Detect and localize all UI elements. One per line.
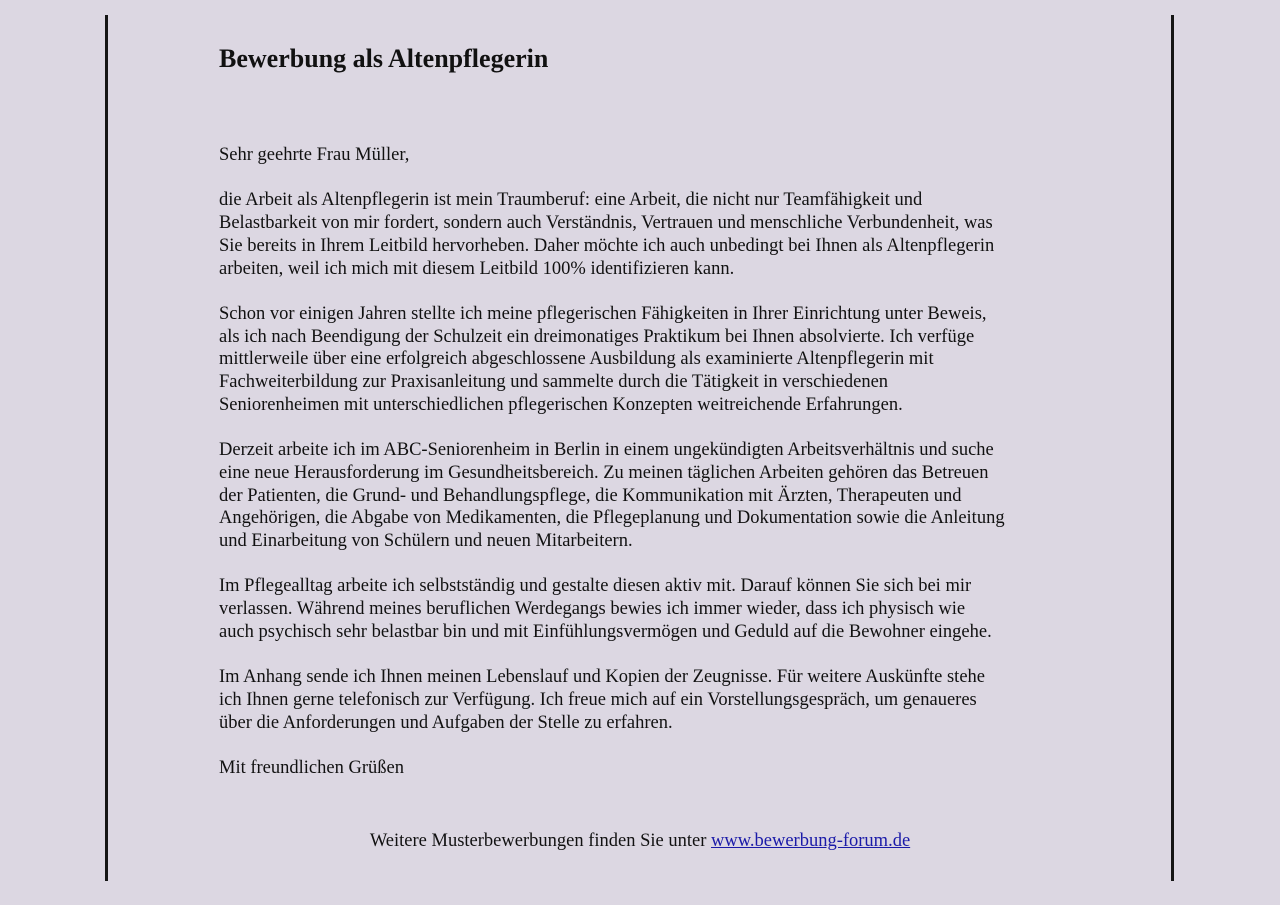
paragraph-line: Belastbarkeit von mir fordert, sondern auch Verständnis, Vertrauen und menschliche Verbundenheit, was [219,213,993,234]
paragraph-line: der Patienten, die Grund- und Behandlungspflege, die Kommunikation mit Ärzten, Therapeuten und [219,485,962,506]
footer-link[interactable]: www.bewerbung-forum.de [711,831,911,851]
paragraph-line: als ich nach Beendigung der Schulzeit ein dreimonatiges Praktikum bei Ihnen absolvierte. Ich verfüge [219,326,975,347]
right-margin-rule [1171,15,1174,881]
paragraph-line: eine neue Herausforderung im Gesundheitsbereich. Zu meinen täglichen Arbeiten gehören das Betreuen [219,462,989,483]
paragraph-line: die Arbeit als Altenpflegerin ist mein Traumberuf: eine Arbeit, die nicht nur Teamfähigkeit und [219,190,923,211]
paragraph-2 [219,303,1079,417]
paragraph-line: Fachweiterbildung zur Praxisanleitung und sammelte durch die Tätigkeit in verschiedenen [219,372,889,392]
salutation: Sehr geehrte Frau Müller, [219,145,410,165]
paragraph-line: Im Anhang sende ich Ihnen meinen Lebenslauf und Kopien der Zeugnisse. Für weitere Auskünfte stehe [219,667,985,688]
document-title: Bewerbung als Altenpflegerin [219,44,549,73]
paragraph-3 [219,439,1079,553]
footer-text: Weitere Musterbewerbungen finden Sie unter [369,831,707,851]
paragraph-line: ich Ihnen gerne telefonisch zur Verfügung. Ich freue mich auf ein Vorstellungsgespräch, um genaueres [219,689,977,710]
paragraph-line: mittlerweile über eine erfolgreich abgeschlossene Ausbildung als examinierte Altenpflegerin mit [219,349,934,370]
paragraph-line: und Einarbeitung von Schülern und neuen Mitarbeitern. [219,530,633,551]
paragraph-line: Schon vor einigen Jahren stellte ich meine pflegerischen Fähigkeiten in Ihrer Einrichtung unter Beweis, [219,303,987,324]
paragraph-line: verlassen. Während meines beruflichen Werdegangs bewies ich immer wieder, dass ich physisch wie [219,599,966,619]
paragraph-1 [219,189,1079,280]
paragraph-line: Angehörigen, die Abgabe von Medikamenten, die Pflegeplanung und Dokumentation sowie die Anleitung [219,508,1005,529]
paragraph-line: Sie bereits in Ihrem Leitbild hervorheben. Daher möchte ich auch unbedingt bei Ihnen als Altenpflegerin [219,235,995,256]
paragraph-line: über die Anforderungen und Aufgaben der Stelle zu erfahren. [219,712,673,733]
left-margin-rule [105,15,108,881]
closing-formula: Mit freundlichen Grüßen [219,757,404,778]
letter-body [219,40,1079,780]
footer-note [0,830,1280,852]
paragraph-5 [219,666,1079,734]
paragraph-line: Seniorenheimen mit unterschiedlichen pflegerischen Konzepten weitreichende Erfahrungen. [219,394,903,415]
paragraph-line: Im Pflegealltag arbeite ich selbstständig und gestalte diesen aktiv mit. Darauf können Sie sich bei mir [219,576,972,597]
paragraph-line: Derzeit arbeite ich im ABC-Seniorenheim in Berlin in einem ungekündigten Arbeitsverhältnis und suche [219,440,994,461]
paragraph-4 [219,575,1079,643]
paragraph-line: auch psychisch sehr belastbar bin und mit Einfühlungsvermögen und Geduld auf die Bewohner eingehe. [219,621,992,642]
paragraph-line: arbeiten, weil ich mich mit diesem Leitbild 100% identifizieren kann. [219,258,735,279]
